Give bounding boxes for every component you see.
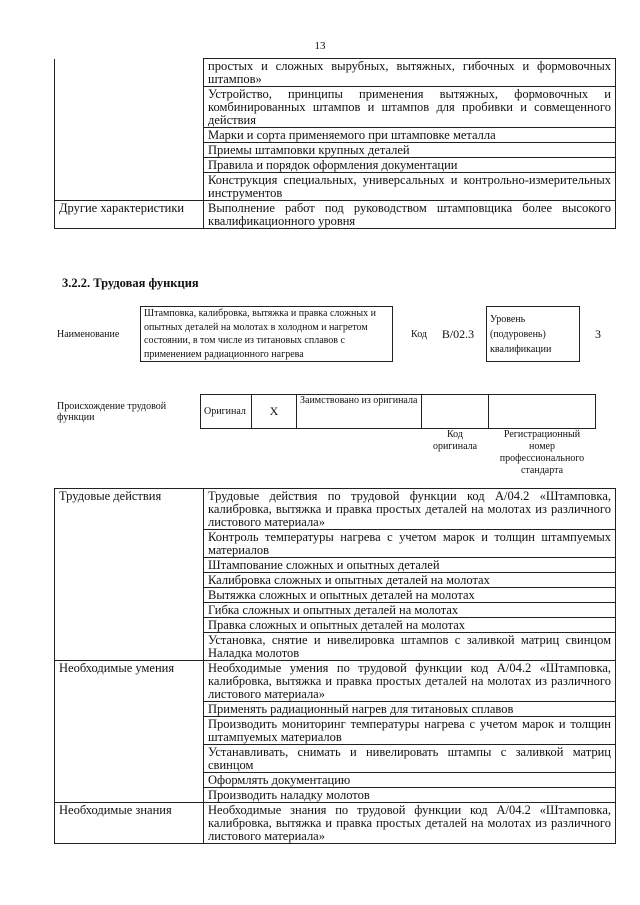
table-row (55, 128, 616, 143)
row-text: Контроль температуры нагрева с учетом марок и толщин штампуемых материалов (204, 530, 616, 558)
row-text: Штампование сложных и опытных деталей (204, 558, 616, 573)
table-row (55, 745, 616, 773)
row-label (55, 87, 204, 128)
reg-number-label: Регистрационный номер профессионального стандарта (499, 429, 585, 476)
row-text: Калибровка сложных и опытных деталей на молотах (204, 573, 616, 588)
row-text: Оформлять документацию (204, 773, 616, 788)
function-name-value: Штамповка, калибровка, вытяжка и правка сложных и опытных деталей на молотах в холодном и нагретом состоянии, в том числе из титановых сплавов с применением радиационного нагрева (141, 307, 393, 362)
table-row (55, 717, 616, 745)
row-label (55, 573, 204, 588)
row-label (55, 618, 204, 633)
row-label (55, 702, 204, 717)
row-text: Правка сложных и опытных деталей на молотах (204, 618, 616, 633)
table-row (55, 87, 616, 128)
level-value: 3 (595, 326, 601, 341)
row-label (55, 773, 204, 788)
row-text: Производить мониторинг температуры нагрева с учетом марок и толщин штампуемых материалов (204, 717, 616, 745)
table-row (55, 603, 616, 618)
table-row (55, 618, 616, 633)
origin-label: Происхождение трудовой функции (57, 400, 167, 423)
row-label (55, 717, 204, 745)
row-label (55, 530, 204, 558)
table-row (55, 788, 616, 803)
table-row (55, 489, 616, 530)
row-label (55, 633, 204, 661)
row-text: Марки и сорта применяемого при штамповке металла (204, 128, 616, 143)
table-row (55, 558, 616, 573)
row-label (55, 143, 204, 158)
code-value: B/02.3 (441, 326, 475, 341)
row-label (55, 173, 204, 201)
row-label (55, 745, 204, 773)
table-row (55, 773, 616, 788)
row-text: Необходимые знания по трудовой функции код А/04.2 «Штамповка, калибровка, вытяжка и правка простых деталей на молотах из различного листового материала» (204, 803, 616, 844)
code-original-label: Код оригинала (432, 429, 478, 452)
original-mark: X (252, 395, 297, 429)
row-text: Выполнение работ под руководством штамповщика более высокого квалификационного уровня (204, 201, 616, 229)
row-label (55, 158, 204, 173)
row-text: Производить наладку молотов (204, 788, 616, 803)
original-label: Оригинал (201, 395, 252, 429)
row-text: Вытяжка сложных и опытных деталей на молотах (204, 588, 616, 603)
row-text: Необходимые умения по трудовой функции код А/04.2 «Штамповка, калибровка, вытяжка и правка простых деталей на молотах из различного листового материала» (204, 661, 616, 702)
row-text: Установка, снятие и нивелировка штампов с заливкой матриц свинцом Наладка молотов (204, 633, 616, 661)
section-title: 3.2.2. Трудовая функция (62, 276, 199, 290)
table-row (55, 158, 616, 173)
table-row (55, 702, 616, 717)
row-label: Трудовые действия (55, 489, 204, 530)
table-row (55, 661, 616, 702)
row-text: Правила и порядок оформления документации (204, 158, 616, 173)
table-row (55, 803, 616, 844)
row-text: Приемы штамповки крупных деталей (204, 143, 616, 158)
row-label (55, 788, 204, 803)
code-label: Код (411, 328, 427, 340)
code-original-box (422, 395, 489, 429)
row-label (55, 588, 204, 603)
row-text: Гибка сложных и опытных деталей на молотах (204, 603, 616, 618)
table-row (55, 59, 616, 87)
function-header-table (54, 306, 616, 362)
row-text: Устройство, принципы применения вытяжных, формовочных и комбинированных штампов и штампов для пробивки и совмещенного действия (204, 87, 616, 128)
table-row (55, 143, 616, 158)
row-label: Другие характеристики (55, 201, 204, 229)
skills-knowledge-table-continued (54, 58, 616, 229)
row-text: Конструкция специальных, универсальных и контрольно-измерительных инструментов (204, 173, 616, 201)
row-text: простых и сложных вырубных, вытяжных, гибочных и формовочных штампов» (204, 59, 616, 87)
page-number: 13 (314, 40, 326, 52)
origin-table (54, 394, 596, 477)
row-label (55, 558, 204, 573)
table-row (55, 573, 616, 588)
row-label (55, 128, 204, 143)
table-row (55, 201, 616, 229)
row-label (55, 603, 204, 618)
function-details-table (54, 488, 616, 844)
row-label (55, 59, 204, 87)
row-label: Необходимые умения (55, 661, 204, 702)
borrowed-label: Заимствовано из оригинала (297, 395, 422, 429)
row-text: Устанавливать, снимать и нивелировать штампы с заливкой матриц свинцом (204, 745, 616, 773)
table-row (55, 173, 616, 201)
reg-number-box (489, 395, 596, 429)
name-label: Наименование (57, 328, 120, 340)
row-text: Применять радиационный нагрев для титановых сплавов (204, 702, 616, 717)
row-text: Трудовые действия по трудовой функции код А/04.2 «Штамповка, калибровка, вытяжка и правка простых деталей на молотах из различного листового материала» (204, 489, 616, 530)
table-row (55, 588, 616, 603)
level-label: Уровень (подуровень) квалификации (487, 307, 580, 362)
table-row (55, 530, 616, 558)
row-label: Необходимые знания (55, 803, 204, 844)
table-row (55, 633, 616, 661)
